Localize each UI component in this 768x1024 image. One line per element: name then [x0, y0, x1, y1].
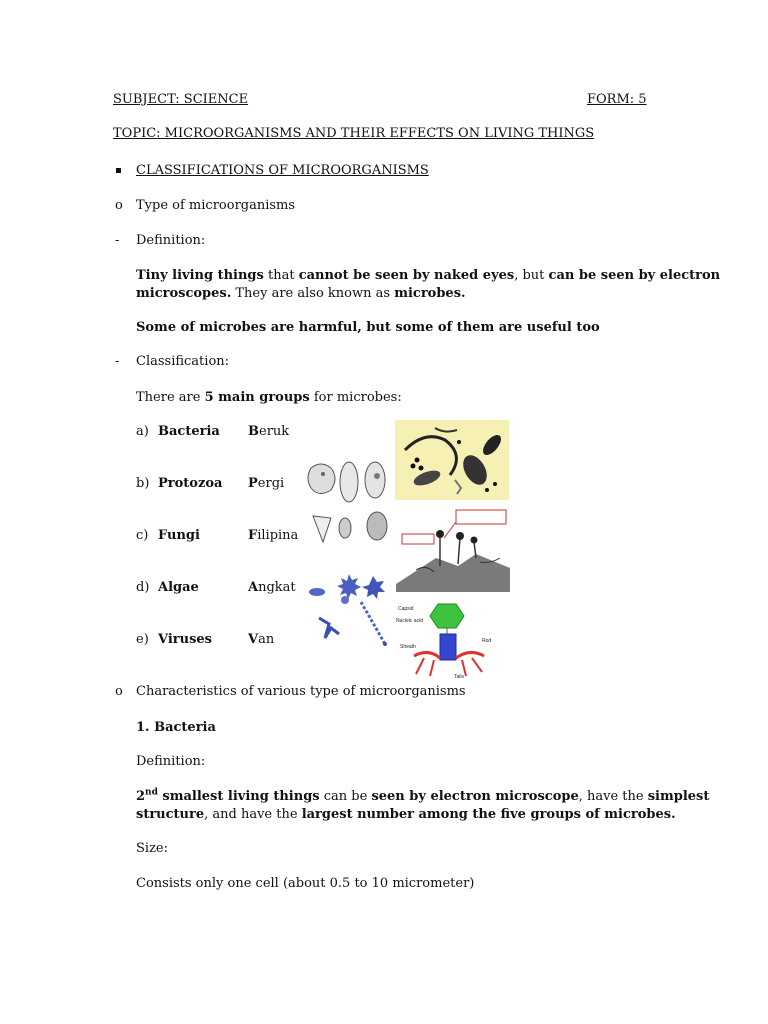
list-item: e) Viruses Van [136, 632, 275, 647]
algae-illustration [305, 566, 395, 646]
list-item: c) Fungi Filipina [136, 528, 299, 543]
type-line: Type of microorganisms [136, 198, 296, 213]
virus-label-tails: Tails [454, 674, 465, 680]
protozoa-illustration [303, 452, 393, 544]
virus-label-sheath: Sheath [400, 644, 416, 650]
bacteria-illustration [395, 420, 509, 500]
bacteria-definition-line2: structure, and have the largest number among the five groups of microbes. [136, 807, 676, 822]
topic-heading: TOPIC: MICROORGANISMS AND THEIR EFFECTS ON LIVING THINGS [113, 126, 595, 141]
definition-paragraph-line1: Tiny living things that cannot be seen by naked eyes, but can be seen by electron [136, 268, 721, 283]
groups-intro: There are 5 main groups for microbes: [136, 390, 402, 405]
form-heading: FORM: 5 [587, 92, 647, 107]
definition-paragraph-2: Some of microbes are harmful, but some of them are useful too [136, 320, 600, 335]
subject-heading: SUBJECT: SCIENCE [113, 92, 249, 107]
dash-marker: - [115, 233, 120, 248]
virus-label-capsid: Capsid [398, 606, 414, 612]
fungi-illustration [396, 508, 510, 592]
circle-bullet-marker: o [115, 684, 123, 699]
list-item: b) Protozoa Pergi [136, 476, 285, 491]
list-item: a) Bacteria Beruk [136, 424, 290, 439]
square-bullet-icon [116, 168, 121, 173]
bacteria-definition-line1: 2nd smallest living things can be seen by electron microscope, have the simplest [136, 787, 710, 804]
circle-bullet-marker: o [115, 198, 123, 213]
section-heading: CLASSIFICATIONS OF MICROORGANISMS [136, 163, 429, 178]
virus-illustration [394, 600, 507, 680]
size-text: Consists only one cell (about 0.5 to 10 micrometer) [136, 876, 475, 891]
definition-label: Definition: [136, 233, 206, 248]
definition-paragraph-line2: microscopes. They are also known as microbes. [136, 286, 466, 301]
classification-label: Classification: [136, 354, 230, 369]
virus-label-nucleic-acid: Nucleic acid [396, 618, 423, 624]
dash-marker: - [115, 354, 120, 369]
bacteria-definition-label: Definition: [136, 754, 206, 769]
bacteria-heading: 1. Bacteria [136, 720, 216, 735]
characteristics-line: Characteristics of various type of microorganisms [136, 684, 466, 699]
size-label: Size: [136, 841, 168, 856]
list-item: d) Algae Angkat [136, 580, 296, 595]
virus-label-rod: Rod [482, 638, 492, 644]
